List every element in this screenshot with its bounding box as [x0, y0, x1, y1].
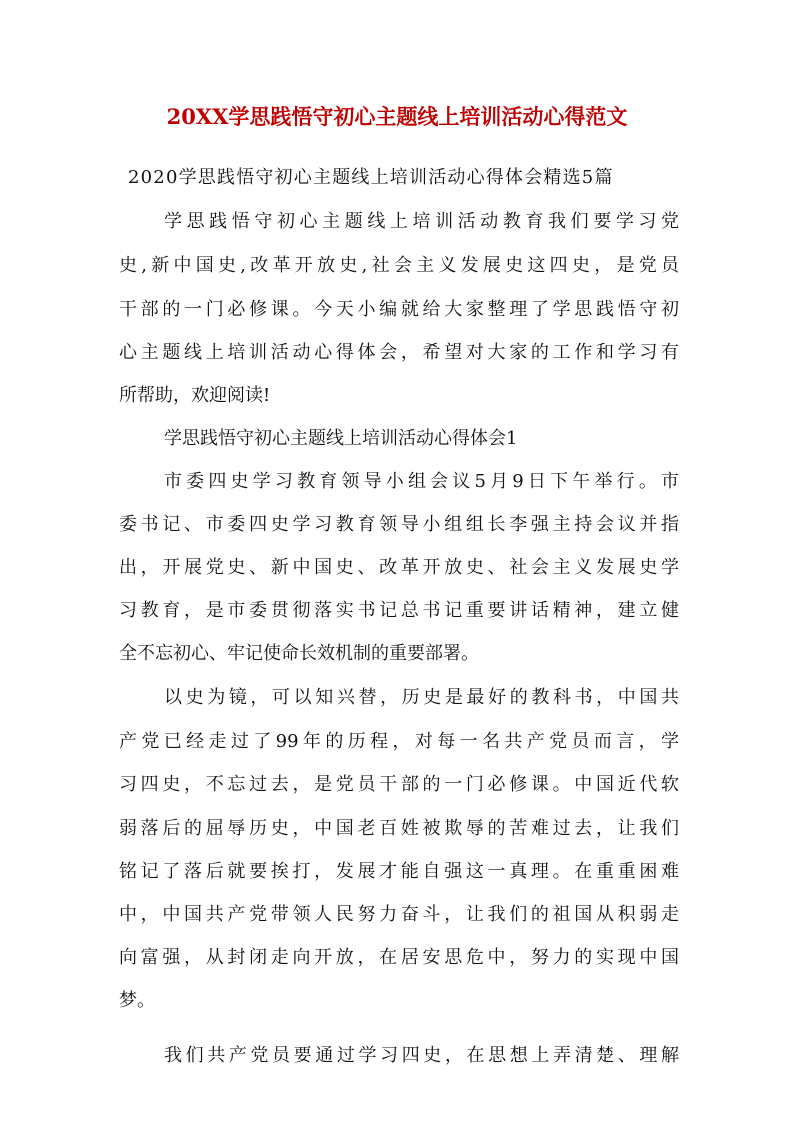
paragraph-line: 全不忘初心、牢记使命长效机制的重要部署。 — [119, 643, 479, 664]
paragraph-line: 向富强，从封闭走向开放，在居安思危中，努力的实现中国 — [119, 947, 679, 968]
paragraph-line: 习教育，是市委贯彻落实书记总书记重要讲话精神，建立健 — [119, 600, 679, 621]
paragraph-line: 铭记了落后就要挨打，发展才能自强这一真理。在重重困难 — [119, 861, 679, 882]
paragraph-line: 以史为镜，可以知兴替，历史是最好的教科书，中国共 — [164, 687, 679, 708]
paragraph-line: 弱落后的屈辱历史，中国老百姓被欺辱的苦难过去，让我们 — [119, 818, 679, 839]
paragraph-line: 梦。 — [119, 990, 155, 1011]
paragraph-line: 干部的一门必修课。今天小编就给大家整理了学思践悟守初 — [119, 299, 679, 320]
paragraph-line: 学思践悟守初心主题线上培训活动教育我们要学习党 — [164, 211, 679, 232]
paragraph-line: 习四史，不忘过去，是党员干部的一门必修课。中国近代软 — [119, 774, 679, 795]
paragraph-line: 心主题线上培训活动心得体会，希望对大家的工作和学习有 — [119, 342, 679, 363]
paragraph-line: 产党已经走过了99年的历程，对每一名共产党员而言，学 — [119, 731, 679, 752]
paragraph-line: 委书记、市委四史学习教育领导小组组长李强主持会议并指 — [119, 514, 679, 535]
paragraph-line: 出，开展党史、新中国史、改革开放史、社会主义发展史学 — [119, 557, 679, 578]
paragraph-line: 市委四史学习教育领导小组会议5月9日下午举行。市 — [164, 471, 679, 492]
paragraph-line: 中，中国共产党带领人民努力奋斗，让我们的祖国从积弱走 — [119, 904, 679, 925]
paragraph-line: 史,新中国史,改革开放史,社会主义发展史这四史，是党员 — [119, 255, 679, 276]
paragraph-line: 我们共产党员要通过学习四史，在思想上弄清楚、理解 — [164, 1045, 679, 1066]
document-subtitle: 2020学思践悟守初心主题线上培训活动心得体会精选5篇 — [128, 167, 614, 188]
document-title: 20XX学思践悟守初心主题线上培训活动心得范文 — [166, 104, 628, 129]
paragraph-line: 所帮助，欢迎阅读! — [119, 385, 271, 406]
section-heading: 学思践悟守初心主题线上培训活动心得体会1 — [164, 428, 518, 449]
